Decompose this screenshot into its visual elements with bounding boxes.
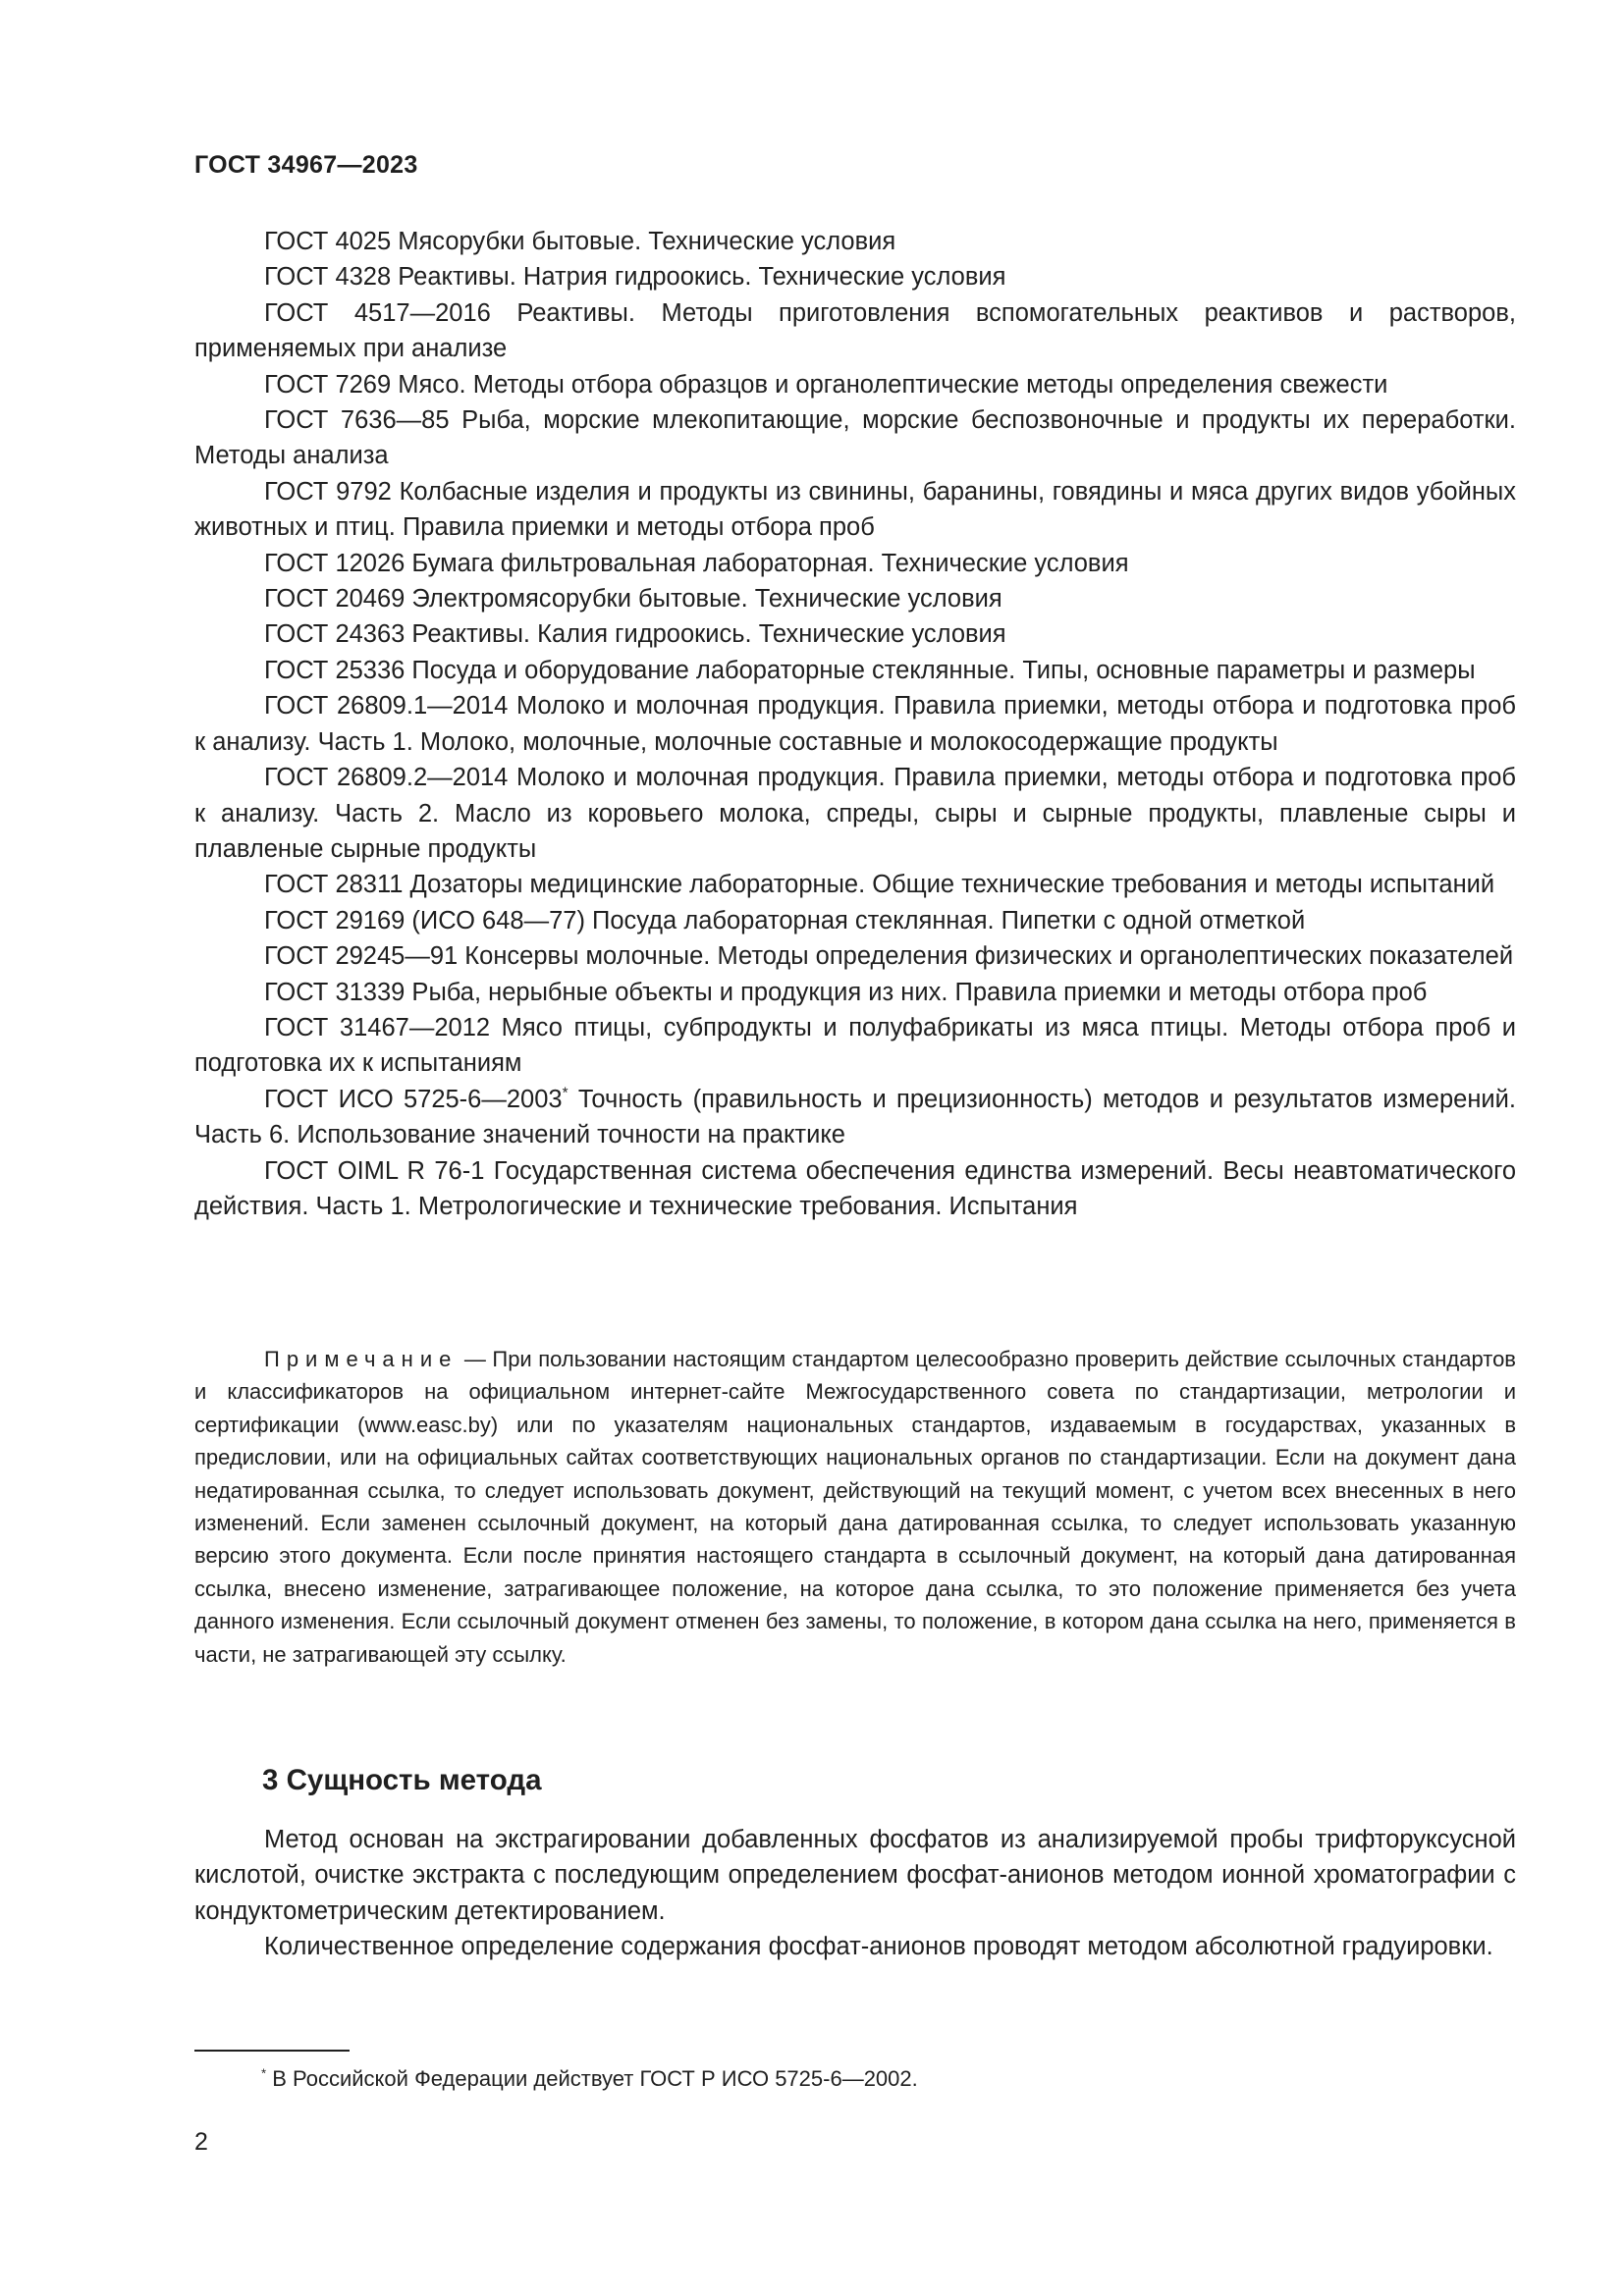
page-number: 2 (194, 2128, 208, 2156)
footnote-marker: * (562, 1085, 568, 1102)
reference-item: ГОСТ OIML R 76-1 Государственная система обеспечения единства измерений. Весы неавтоматического действия. Часть 1. Метрологические и технические требования. Испытания (194, 1156, 1516, 1220)
reference-item: ГОСТ 4517—2016 Реактивы. Методы приготовления вспомогательных реактивов и растворов, применяемых при анализе (194, 298, 1516, 363)
reference-item: ГОСТ 31467—2012 Мясо птицы, субпродукты и полуфабрикаты из мяса птицы. Методы отбора проб и подготовка их к испытаниям (194, 1013, 1516, 1078)
reference-item: ГОСТ 20469 Электромясорубки бытовые. Технические условия (264, 585, 1002, 614)
reference-item: ГОСТ 26809.2—2014 Молоко и молочная продукция. Правила приемки, методы отбора и подготовка проб к анализу. Часть 2. Масло из коровьего молока, спреды, сыры и сырные продукты, плавленые сыры и плавленые сырные продукты (194, 764, 1516, 863)
reference-item: ГОСТ 31339 Рыба, нерыбные объекты и продукция из них. Правила приемки и методы отбора проб (264, 978, 1428, 1006)
reference-item: ГОСТ 29245—91 Консервы молочные. Методы определения физических и органолептических показателей (264, 942, 1514, 971)
reference-item: ГОСТ 4328 Реактивы. Натрия гидроокись. Технические условия (264, 263, 1006, 292)
reference-item: ГОСТ 7636—85 Рыба, морские млекопитающие, морские беспозвоночные и продукты их переработки. Методы анализа (194, 406, 1516, 470)
normative-references (194, 224, 1516, 1224)
reference-item: ГОСТ 9792 Колбасные изделия и продукты из свинины, баранины, говядины и мяса других видов убойных животных и птиц. Правила приемки и методы отбора проб (194, 477, 1516, 542)
reference-item: ГОСТ 25336 Посуда и оборудование лабораторные стеклянные. Типы, основные параметры и размеры (264, 656, 1476, 684)
footnote-text: В Российской Федерации действует ГОСТ Р ИСО 5725-6—2002. (266, 2066, 918, 2091)
reference-item: ГОСТ 24363 Реактивы. Калия гидроокись. Технические условия (264, 620, 1006, 649)
section-heading: 3 Сущность метода (262, 1764, 542, 1796)
reference-iso-head: ГОСТ ИСО 5725-6—2003 (264, 1085, 563, 1113)
reference-item: ГОСТ 29169 (ИСО 648—77) Посуда лабораторная стеклянная. Пипетки с одной отметкой (264, 906, 1306, 934)
footnote-divider (194, 2050, 350, 2052)
note-block (194, 1343, 1516, 1671)
note-text: — При пользовании настоящим стандартом целесообразно проверить действие ссылочных стандартов и классификаторов на официальном интернет-сайте Межгосударственного совета по стандартизации, метрологии и сертификации (www.easc.by) или по указателям национальных стандартов, издаваемым в государствах, указанных в предисловии, или на официальных сайтах соответствующих национальных органов по стандартизации. Если на документ дана недатированная ссылка, то следует использовать документ, действующий на текущий момент, с учетом всех внесенных в него изменений. Если заменен ссылочный документ, на который дана датированная ссылка, то следует использовать указанную версию этого документа. Если после принятия настоящего стандарта в ссылочный документ, на который дана датированная ссылка, внесено изменение, затрагивающее положение, на которое дана ссылка, то это положение применяется без учета данного изменения. Если ссылочный документ отменен без замены, то положение, в котором дана ссылка на него, применяется в части, не затрагивающей эту ссылку. (194, 1347, 1516, 1667)
footnote-marker: * (261, 2065, 267, 2081)
reference-item: ГОСТ 26809.1—2014 Молоко и молочная продукция. Правила приемки, методы отбора и подготовка проб к анализу. Часть 1. Молоко, молочные, молочные составные и молокосодержащие продукты (194, 692, 1516, 756)
reference-item: ГОСТ 28311 Дозаторы медицинские лабораторные. Общие технические требования и методы испытаний (264, 871, 1495, 899)
reference-item-iso (194, 1082, 1516, 1153)
section-paragraph: Метод основан на экстрагировании добавленных фосфатов из анализируемой пробы трифторуксусной кислотой, очистке экстракта с последующим определением фосфат-анионов методом ионной хроматографии с кондуктометрическим детектированием. (194, 1826, 1516, 1925)
document-header: ГОСТ 34967—2023 (194, 151, 418, 179)
footnote (261, 2064, 918, 2094)
reference-item: ГОСТ 12026 Бумага фильтровальная лабораторная. Технические условия (264, 549, 1129, 577)
section-body (194, 1822, 1516, 1965)
reference-item: ГОСТ 4025 Мясорубки бытовые. Технические условия (264, 228, 896, 255)
section-paragraph: Количественное определение содержания фосфат-анионов проводят методом абсолютной градуировки. (264, 1933, 1493, 1961)
note-label: Примечание (264, 1347, 459, 1371)
reference-item: ГОСТ 7269 Мясо. Методы отбора образцов и органолептические методы определения свежести (264, 370, 1388, 399)
reference-iso-tail: Точность (правильность и прецизионность) методов и результатов измерений. Часть 6. Использование значений точности на практике (194, 1085, 1516, 1149)
